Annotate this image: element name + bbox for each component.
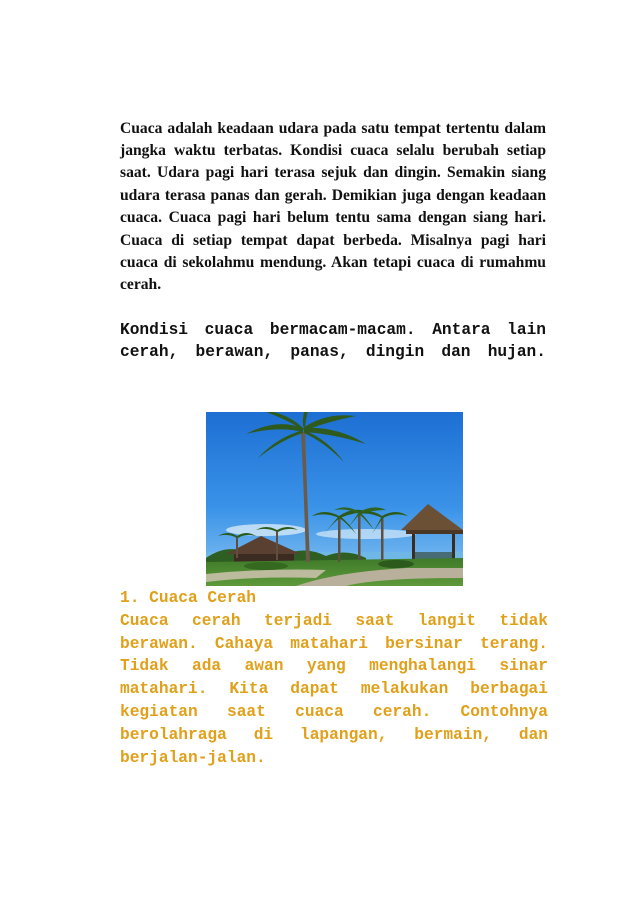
section-body: Cuaca cerah terjadi saat langit tidak berawan. Cahaya matahari bersinar terang. Tidak ada awan yang menghalangi sinar matahari. Kita dapat melakukan berbagai kegiatan saat cuaca cerah. Contohnya berolahraga di lapangan, bermain, dan berjalan-jalan. [120,611,548,767]
section-title: 1. Cuaca Cerah [120,589,256,607]
paragraph-weather-conditions: Kondisi cuaca bermacam-macam. Antara lain cerah, berawan, panas, dingin dan hujan. [120,321,546,361]
sunny-weather-photo [206,412,463,586]
section-sunny-weather [120,587,548,769]
paragraph-weather-definition: Cuaca adalah keadaan udara pada satu tempat tertentu dalam jangka waktu terbatas. Kondisi cuaca selalu berubah setiap saat. Udara pagi hari terasa sejuk dan dingin. Semakin siang udara terasa panas dan gerah. Demikian juga dengan keadaan cuaca. Cuaca pagi hari belum tentu sama dengan siang hari. Cuaca di setiap tempat dapat berbeda. Misalnya pagi hari cuaca di sekolahmu mendung. Akan tetapi cuaca di rumahmu cerah. [120,119,546,294]
